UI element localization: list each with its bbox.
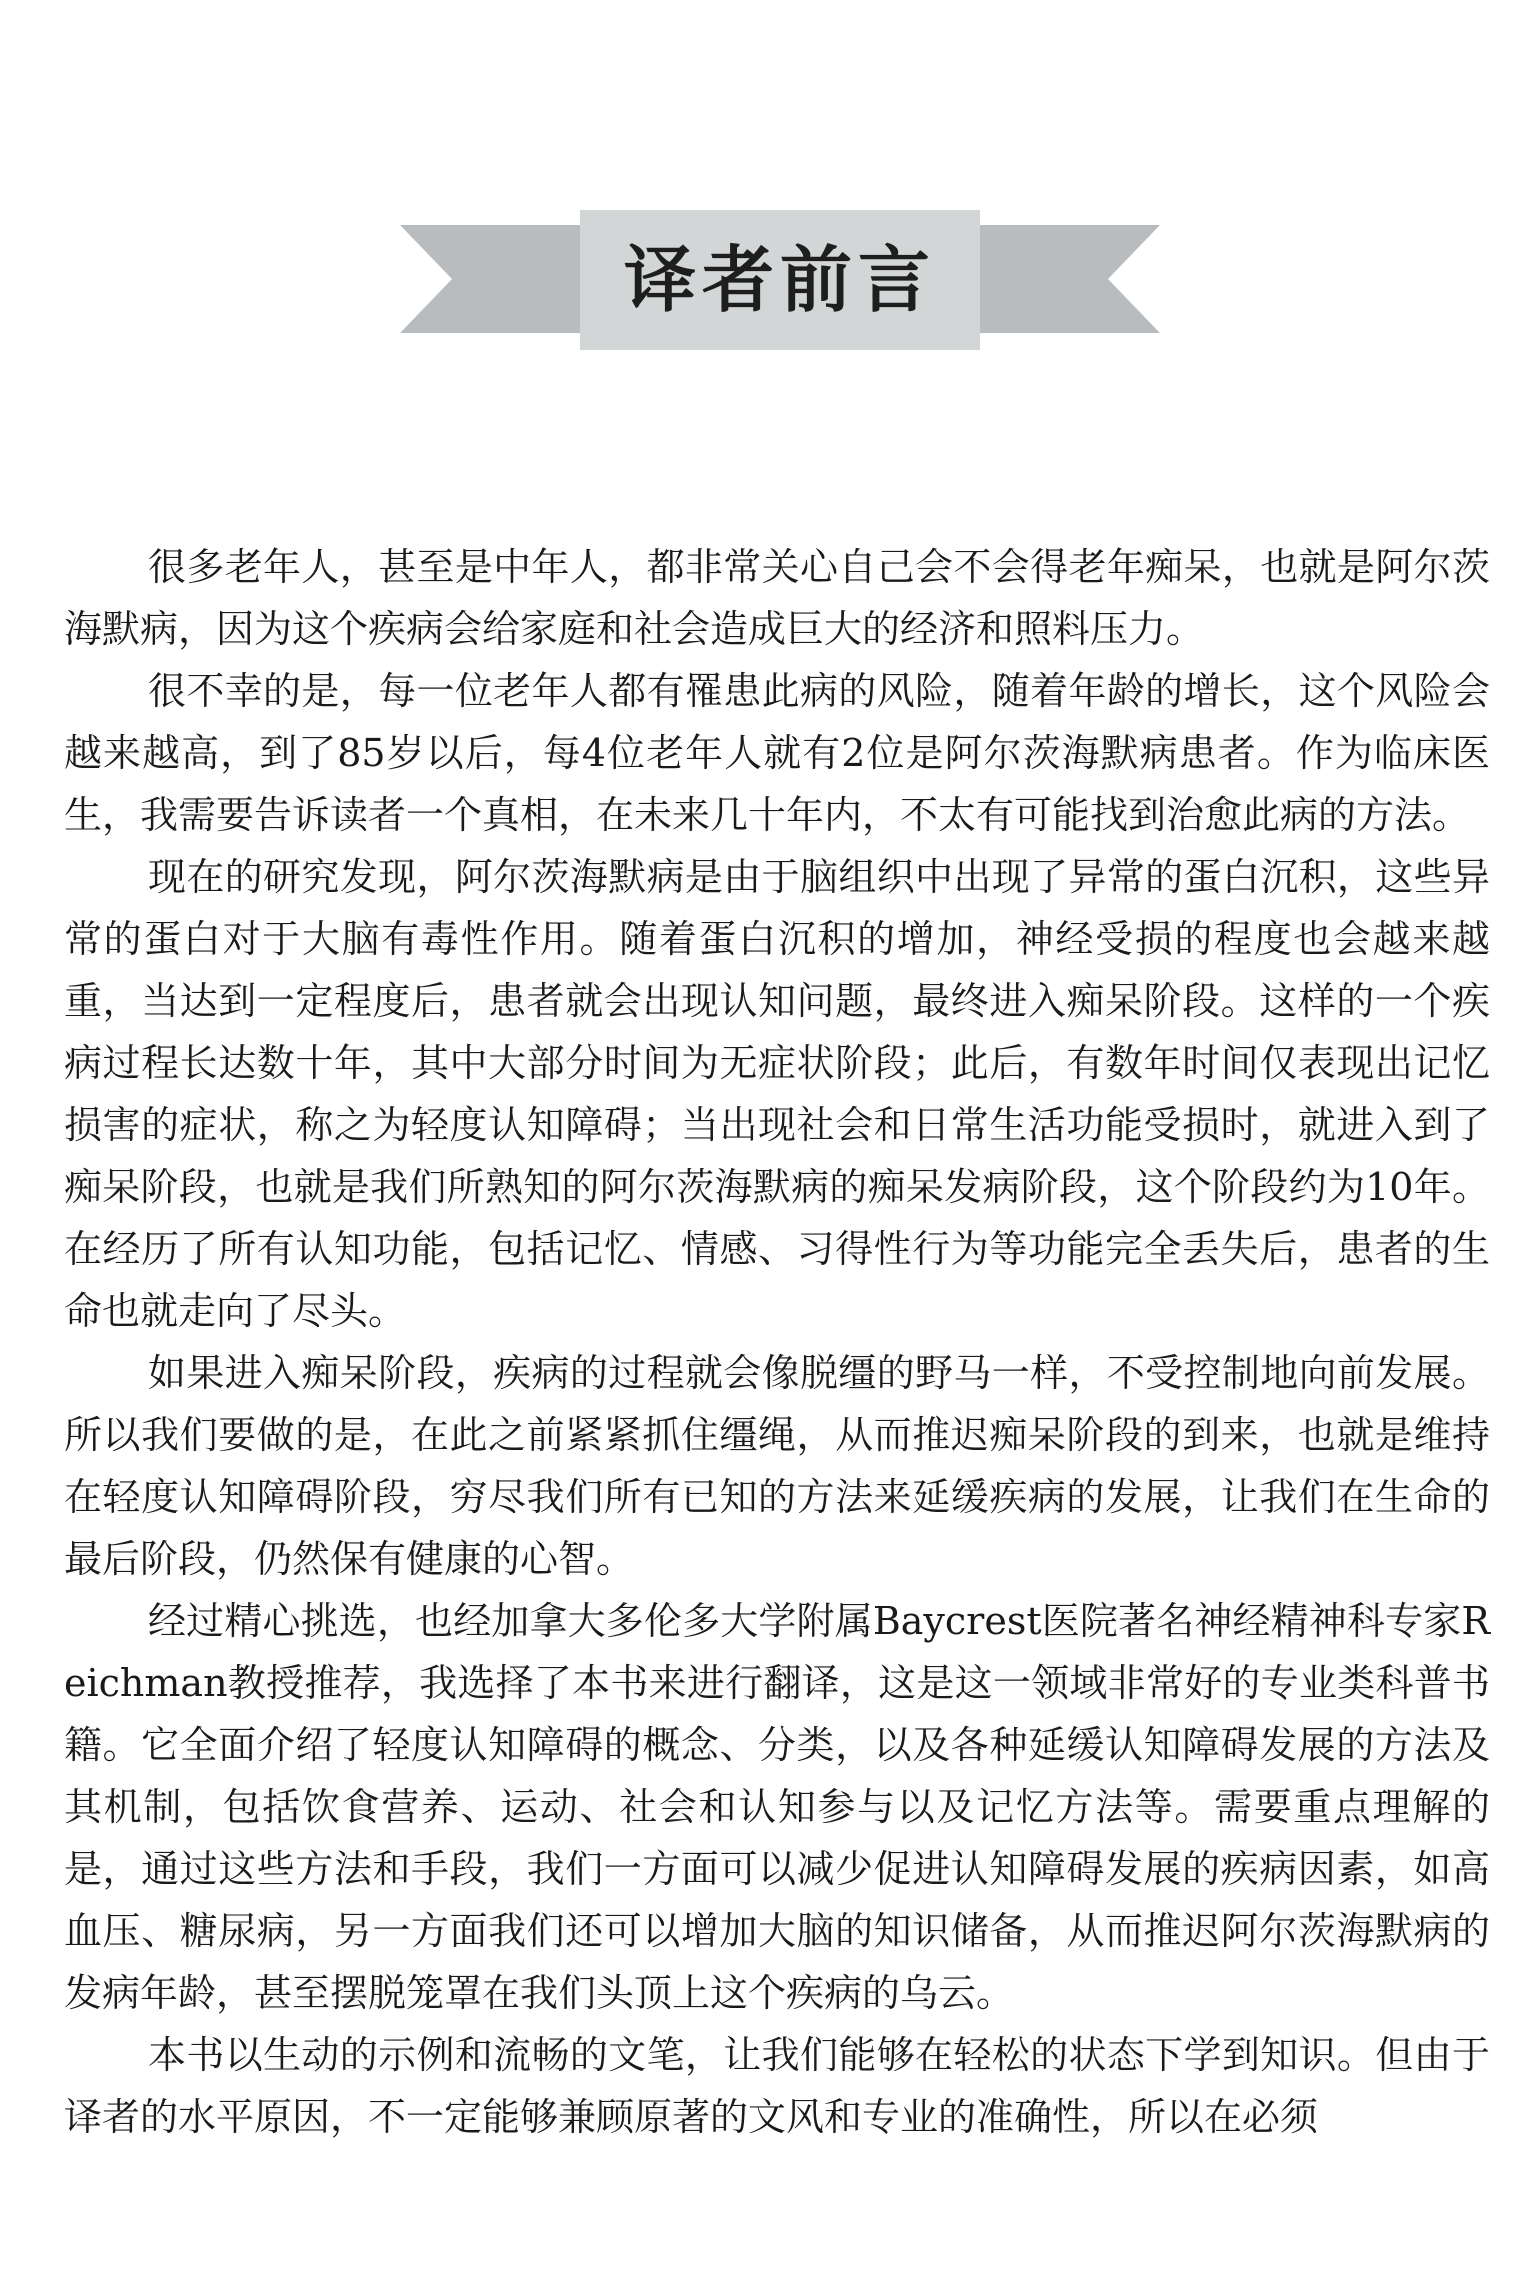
ribbon-right-tail — [970, 225, 1160, 333]
paragraph-1: 很多老年人，甚至是中年人，都非常关心自己会不会得老年痴呆，也就是阿尔茨海默病，因为这个疾病会给家庭和社会造成巨大的经济和照料压力。 — [64, 545, 1490, 651]
paragraph-4: 如果进入痴呆阶段，疾病的过程就会像脱缰的野马一样，不受控制地向前发展。所以我们要做的是，在此之前紧紧抓住缰绳，从而推迟痴呆阶段的到来，也就是维持在轻度认知障碍阶段，穷尽我们所有已知的方法来延缓疾病的发展，让我们在生命的最后阶段，仍然保有健康的心智。 — [64, 1351, 1490, 1581]
paragraph-2: 很不幸的是，每一位老年人都有罹患此病的风险，随着年龄的增长，这个风险会越来越高，到了85岁以后，每4位老年人就有2位是阿尔茨海默病患者。作为临床医生，我需要告诉读者一个真相，在未来几十年内，不太有可能找到治愈此病的方法。 — [64, 669, 1490, 837]
title-banner — [400, 205, 1160, 355]
page-title: 译者前言 — [623, 238, 936, 322]
preface-body — [64, 536, 1490, 2148]
paragraph-3: 现在的研究发现，阿尔茨海默病是由于脑组织中出现了异常的蛋白沉积，这些异常的蛋白对于大脑有毒性作用。随着蛋白沉积的增加，神经受损的程度也会越来越重，当达到一定程度后，患者就会出现认知问题，最终进入痴呆阶段。这样的一个疾病过程长达数十年，其中大部分时间为无症状阶段；此后，有数年时间仅表现出记忆损害的症状，称之为轻度认知障碍；当出现社会和日常生活功能受损时，就进入到了痴呆阶段，也就是我们所熟知的阿尔茨海默病的痴呆发病阶段，这个阶段约为10年。在经历了所有认知功能，包括记忆、情感、习得性行为等功能完全丢失后，患者的生命也就走向了尽头。 — [64, 855, 1490, 1333]
paragraph-6: 本书以生动的示例和流畅的文笔，让我们能够在轻松的状态下学到知识。但由于译者的水平原因，不一定能够兼顾原著的文风和专业的准确性，所以在必须 — [64, 2033, 1490, 2139]
ribbon-left-tail — [400, 225, 590, 333]
paragraph-5: 经过精心挑选，也经加拿大多伦多大学附属Baycrest医院著名神经精神科专家Reichman教授推荐，我选择了本书来进行翻译，这是这一领域非常好的专业类科普书籍。它全面介绍了轻度认知障碍的概念、分类，以及各种延缓认知障碍发展的方法及其机制，包括饮食营养、运动、社会和认知参与以及记忆方法等。需要重点理解的是，通过这些方法和手段，我们一方面可以减少促进认知障碍发展的疾病因素，如高血压、糖尿病，另一方面我们还可以增加大脑的知识储备，从而推迟阿尔茨海默病的发病年龄，甚至摆脱笼罩在我们头顶上这个疾病的乌云。 — [64, 1599, 1490, 2015]
